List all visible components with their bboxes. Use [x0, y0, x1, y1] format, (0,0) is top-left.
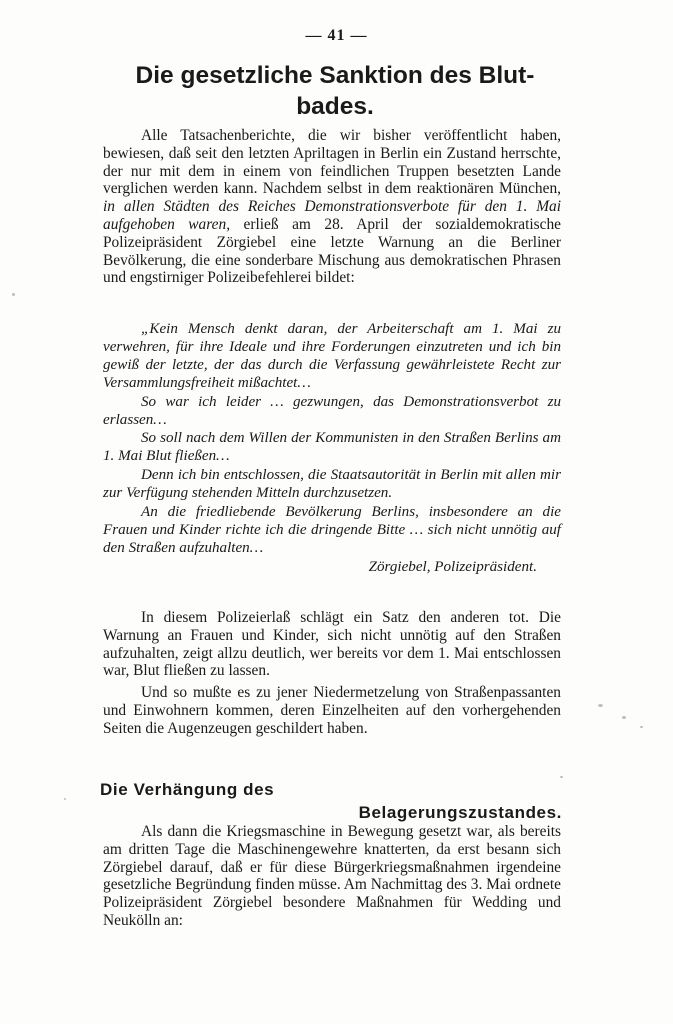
- scan-speck: [622, 716, 626, 719]
- commentary-block: [103, 609, 561, 738]
- section-paragraph-block: [103, 823, 561, 930]
- page-title: [100, 60, 570, 122]
- section-heading: [100, 778, 562, 824]
- intro-paragraph: [103, 127, 561, 287]
- commentary-paragraph-2: Und so mußte es zu jener Niedermetzelung von Straßenpassanten und Einwohnern kommen, deren Einzelheiten auf den vorhergehenden Seiten die Augenzeugen geschildert haben.: [103, 684, 561, 737]
- quote-paragraph-1: „Kein Mensch denkt daran, der Arbeiterschaft am 1. Mai zu verwehren, für ihre Ideale und ihre Forderungen einzutreten und ich bin gewiß der letzte, der das durch die Verfassung gewährleistete Recht zur Versammlungsfreiheit mißachtet…: [103, 321, 561, 391]
- intro-text-part-2: erließ am 28. April der sozialdemokratische Polizeipräsident Zörgiebel eine letzte Warnung an die Berliner Bevölkerung, die eine sonderbare Mischung aus demokratischen Phrasen und engstirniger Polizeibefehlerei bildet:: [103, 215, 562, 287]
- section-heading-line-1: Die Verhängung des: [100, 780, 275, 799]
- quote-paragraph-4: Denn ich bin entschlossen, die Staatsautorität in Berlin mit allen mir zur Verfügung stehenden Mitteln durchzusetzen.: [103, 467, 561, 502]
- quoted-decree: [103, 321, 561, 577]
- title-line-2: bades.: [296, 93, 374, 120]
- scan-speck: [64, 798, 66, 800]
- quote-signature: Zörgiebel, Polizeipräsident.: [368, 558, 537, 575]
- quote-paragraph-3: So soll nach dem Willen der Kommunisten in den Straßen Berlins am 1. Mai Blut fließen…: [103, 430, 561, 465]
- scan-speck: [598, 704, 603, 707]
- section-paragraph: Als dann die Kriegsmaschine in Bewegung gesetzt war, als bereits am dritten Tage die Maschinengewehre knatterten, da erst besann sich Zörgiebel darauf, daß er für diese Bürgerkriegsmaßnahmen irgendeine gesetzliche Begründung finden müsse. Am Nachmittag des 3. Mai ordnete Polizeipräsident Zörgiebel besondere Maßnahmen für Wedding und Neukölln an:: [103, 823, 561, 929]
- quote-paragraph-2: So war ich leider … gezwungen, das Demonstrationsverbot zu erlassen…: [103, 393, 561, 428]
- scan-speck: [640, 726, 643, 728]
- commentary-paragraph-1: In diesem Polizeierlaß schlägt ein Satz den anderen tot. Die Warnung an Frauen und Kinder, sich nicht unnötig auf den Straßen aufzuhalten, zeigt allzu deutlich, wer bereits vor dem 1. Mai entschlossen war, Blut fließen zu lassen.: [103, 609, 561, 680]
- intro-text-italic: in allen Städten des Reiches Demonstrationsverbote für den 1. Mai aufgehoben waren,: [103, 198, 561, 233]
- page-number: — 41 —: [305, 27, 368, 44]
- quote-paragraph-5: An die friedliebende Bevölkerung Berlins, insbesondere an die Frauen und Kinder richte ich die dringende Bitte … sich nicht unnötig auf den Straßen aufzuhalten…: [103, 504, 561, 556]
- intro-paragraph-block: [103, 127, 561, 287]
- section-heading-line-2: Belagerungszustandes.: [358, 803, 562, 822]
- title-line-1: Die gesetzliche Sanktion des Blut-: [135, 62, 535, 89]
- scan-speck: [12, 293, 15, 296]
- intro-text-part-1: Alle Tatsachenberichte, die wir bisher veröffentlicht haben, bewiesen, daß seit den letzten Apriltagen in Berlin ein Zustand herrschte, der nur mit dem in einem von feindlichen Truppen besetzten Lande verglichen werden kann. Nachdem selbst in dem reaktionären München,: [103, 127, 561, 198]
